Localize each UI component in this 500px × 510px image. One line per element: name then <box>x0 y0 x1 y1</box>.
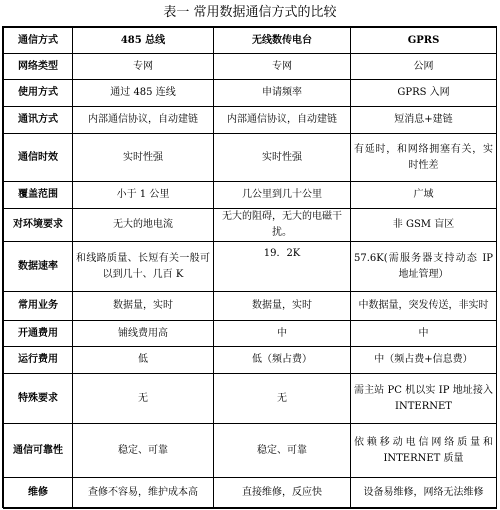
header-col-485: 485 总线 <box>73 28 214 54</box>
table-row <box>4 80 497 107</box>
cell: 需主站 PC 机以实 IP 地址接入 INTERNET <box>351 374 497 424</box>
cell: 数据量，实时 <box>214 292 351 321</box>
table-row <box>4 347 497 374</box>
table-title: 表一 常用数据通信方式的比较 <box>163 5 337 20</box>
header-row <box>4 28 497 54</box>
cell: 中数据量，突发传送，非实时 <box>351 292 497 321</box>
cell: 广域 <box>351 182 497 209</box>
row-label: 通信可靠性 <box>4 424 73 478</box>
header-col-gprs: GPRS <box>351 28 497 54</box>
cell: 稳定、可靠 <box>214 424 351 478</box>
table-row <box>4 374 497 424</box>
row-label: 通讯方式 <box>4 107 73 134</box>
cell: 短消息+建链 <box>351 107 497 134</box>
cell: 无大的地电流 <box>73 209 214 242</box>
cell: 低（频占费） <box>214 347 351 374</box>
header-col-radio: 无线数传电台 <box>214 28 351 54</box>
cell: 专网 <box>214 54 351 80</box>
row-label: 开通费用 <box>4 321 73 347</box>
cell: 几公里到几十公里 <box>214 182 351 209</box>
cell: 通过 485 连线 <box>73 80 214 107</box>
cell: 直接维修，反应快 <box>214 478 351 509</box>
cell: 设备易维修，网络无法维修 <box>351 478 497 509</box>
table-row <box>4 209 497 242</box>
cell: 内部通信协议，自动建链 <box>73 107 214 134</box>
table-row <box>4 134 497 182</box>
row-label: 数据速率 <box>4 242 73 292</box>
cell: 实时性强 <box>73 134 214 182</box>
cell: 中 <box>351 321 497 347</box>
cell: 无 <box>214 374 351 424</box>
cell: GPRS 入网 <box>351 80 497 107</box>
header-label: 通信方式 <box>4 28 73 54</box>
cell: 小于 1 公里 <box>73 182 214 209</box>
cell: 无 <box>73 374 214 424</box>
row-label: 维修 <box>4 478 73 509</box>
row-label: 网络类型 <box>4 54 73 80</box>
cell: 依赖移动电信网络质量和 INTERNET 质量 <box>351 424 497 478</box>
row-label: 通信时效 <box>4 134 73 182</box>
cell: 数据量，实时 <box>73 292 214 321</box>
cell: 19．2K <box>214 242 351 292</box>
table-row <box>4 478 497 509</box>
cell: 57.6K(需服务器支持动态 IP 地址管理） <box>351 242 497 292</box>
cell: 公网 <box>351 54 497 80</box>
cell: 无大的阻碍，无大的电磁干扰。 <box>214 209 351 242</box>
cell: 和线路质量、长短有关一般可以到几十、几百 K <box>73 242 214 292</box>
cell: 查修不容易，维护成本高 <box>73 478 214 509</box>
comparison-table <box>2 26 497 508</box>
row-label: 特殊要求 <box>4 374 73 424</box>
cell: 铺线费用高 <box>73 321 214 347</box>
row-label: 覆盖范围 <box>4 182 73 209</box>
cell: 非 GSM 盲区 <box>351 209 497 242</box>
cell: 稳定、可靠 <box>73 424 214 478</box>
row-label: 运行费用 <box>4 347 73 374</box>
cell: 实时性强 <box>214 134 351 182</box>
row-label: 使用方式 <box>4 80 73 107</box>
cell: 中（频占费+信息费） <box>351 347 497 374</box>
cell: 申请频率 <box>214 80 351 107</box>
cell: 中 <box>214 321 351 347</box>
cell: 内部通信协议，自动建链 <box>214 107 351 134</box>
cell: 有延时，和网络拥塞有关，实时性差 <box>351 134 497 182</box>
table-row <box>4 54 497 80</box>
row-label: 常用业务 <box>4 292 73 321</box>
table-row <box>4 242 497 292</box>
table-row <box>4 424 497 478</box>
row-label: 对环境要求 <box>4 209 73 242</box>
cell: 专网 <box>73 54 214 80</box>
table-row <box>4 107 497 134</box>
table-row <box>4 182 497 209</box>
cell: 低 <box>73 347 214 374</box>
table-row <box>4 321 497 347</box>
table-row <box>4 292 497 321</box>
